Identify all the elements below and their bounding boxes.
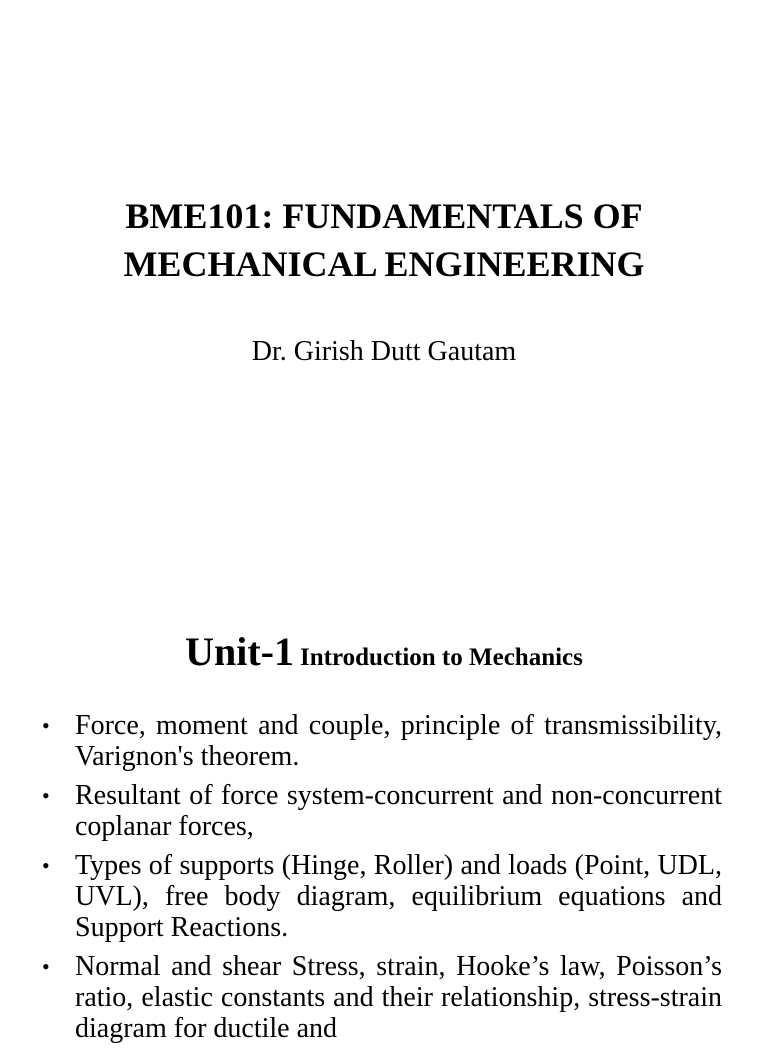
course-title	[0, 192, 768, 288]
topic-text: Force, moment and couple, principle of transmissibility, Varignon's theorem.	[75, 710, 722, 772]
bullet-icon: •	[42, 954, 50, 979]
author-name: Dr. Girish Dutt Gautam	[251, 336, 517, 367]
unit-subtitle: Introduction to Mechanics	[300, 644, 583, 671]
unit-label: Unit-1	[185, 629, 294, 674]
unit-heading	[0, 628, 768, 682]
topic-list	[40, 710, 722, 1052]
topic-text: Resultant of force system-concurrent and non-concurrent coplanar forces,	[75, 780, 722, 842]
topic-text: Normal and shear Stress, strain, Hooke’s law, Poisson’s ratio, elastic constants and their relationship, stress-strain diagram for ductile and	[75, 951, 722, 1044]
unit-slide	[0, 512, 768, 1044]
topic-text: Types of supports (Hinge, Roller) and loads (Point, UDL, UVL), free body diagram, equilibrium equations and Support Reactions.	[75, 850, 722, 943]
title-slide	[0, 0, 768, 512]
bullet-icon: •	[42, 783, 50, 808]
bullet-icon: •	[42, 713, 50, 738]
course-title-line-2: MECHANICAL ENGINEERING	[123, 244, 645, 284]
course-title-line-1: BME101: FUNDAMENTALS OF	[125, 196, 643, 236]
topic-item	[40, 850, 722, 943]
topic-item	[40, 780, 722, 842]
bullet-icon: •	[42, 853, 50, 878]
topic-item	[40, 710, 722, 772]
topic-item	[40, 951, 722, 1044]
